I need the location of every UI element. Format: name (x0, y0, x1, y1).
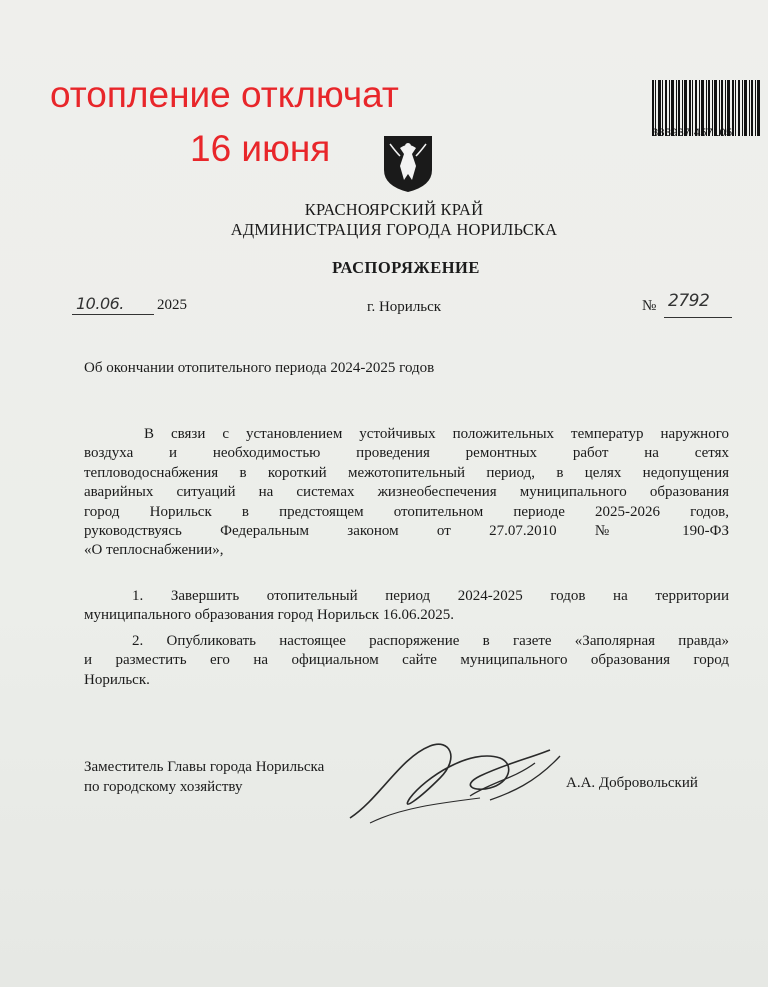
intro-line: воздуха и необходимостью проведения ремонтных работ на сетях (84, 445, 729, 462)
signatory-position-line2: по городскому хозяйству (84, 779, 243, 795)
signatory-name: А.А. Добровольский (566, 775, 698, 791)
item-line: Норильск. (84, 671, 150, 688)
header-administration: АДМИНИСТРАЦИЯ ГОРОДА НОРИЛЬСКА (230, 220, 558, 239)
order-item-1 (84, 587, 729, 626)
intro-line: город Норильск в предстоящем отопительном периоде 2025-2026 годов, (84, 503, 729, 520)
intro-line: «О теплоснабжении», (84, 542, 224, 559)
date-underline (72, 314, 154, 315)
header-region: КРАСНОЯРСКИЙ КРАЙ (304, 200, 484, 219)
handwritten-date: 10.06. (76, 294, 124, 313)
item-line: муниципального образования город Норильск 16.06.2025. (84, 607, 455, 624)
item-line: 2. Опубликовать настоящее распоряжение в газете «Заполярная правда» (132, 633, 729, 649)
handwritten-signature-icon (340, 728, 570, 828)
intro-line: В связи с установлением устойчивых положительных температур наружного (144, 426, 729, 442)
order-item-2 (84, 632, 729, 690)
item-line: 1. Завершить отопительный период 2024-2025 годов на территории (132, 588, 729, 604)
intro-paragraph (84, 425, 729, 561)
barcode-number: 333937 457105 (652, 127, 733, 139)
item-line: и разместить его на официальном сайте муниципального образования город (84, 652, 729, 669)
date-year: 2025 (157, 297, 187, 313)
document-type-title: РАСПОРЯЖЕНИЕ (332, 258, 480, 277)
number-underline (664, 317, 732, 318)
city-label: г. Норильск (367, 299, 442, 315)
city-emblem-icon (382, 134, 434, 194)
number-sign: № (642, 298, 657, 314)
intro-line: тепловодоснабжения в короткий межотопительный период, в целях недопущения (84, 464, 729, 481)
intro-line: руководствуясь Федеральным законом от 27.07.2010 № 190-ФЗ (84, 523, 729, 540)
overlay-caption-line1: отопление отключат (50, 74, 399, 115)
overlay-caption-line2: 16 июня (190, 128, 331, 169)
document-subject: Об окончании отопительного периода 2024-2025 годов (84, 360, 435, 376)
signatory-position-line1: Заместитель Главы города Норильска (84, 759, 325, 775)
intro-line: аварийных ситуаций на системах жизнеобеспечения муниципального образования (84, 484, 729, 501)
handwritten-number: 2792 (668, 291, 710, 311)
